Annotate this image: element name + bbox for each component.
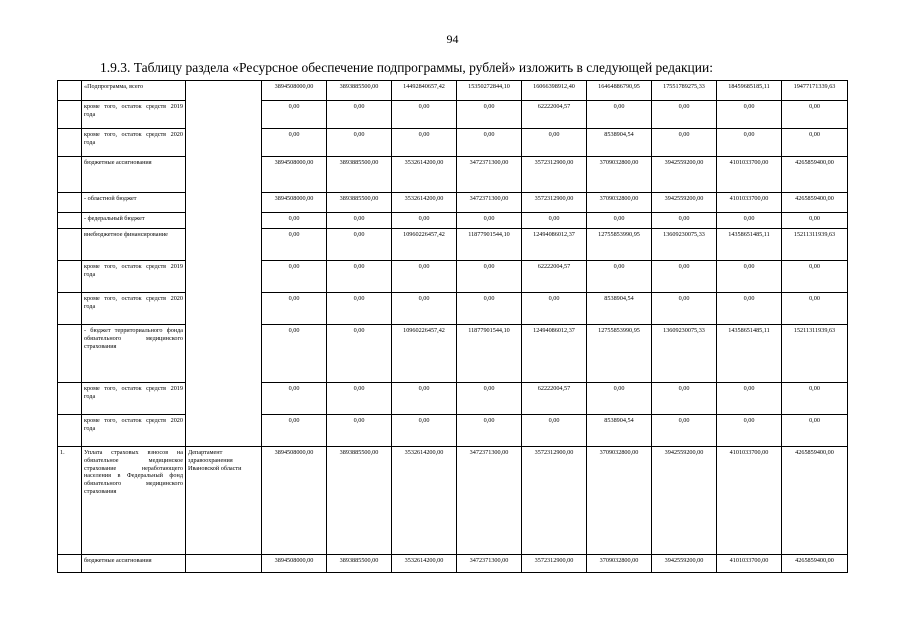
amount-cell: 0,00 [262, 213, 327, 229]
amount-cell: 0,00 [782, 101, 848, 129]
table-body [58, 81, 848, 573]
amount-cell: 14492840657,42 [392, 81, 457, 101]
amount-cell: 13609230075,33 [652, 229, 717, 261]
amount-cell: 19477171339,63 [782, 81, 848, 101]
row-index-cell [58, 157, 82, 193]
amount-cell: 3472371300,00 [457, 555, 522, 573]
amount-cell: 62222004,57 [522, 261, 587, 293]
amount-cell: 0,00 [587, 101, 652, 129]
amount-cell: 0,00 [457, 383, 522, 415]
amount-cell: 0,00 [392, 129, 457, 157]
amount-cell: 0,00 [392, 261, 457, 293]
amount-cell: 3532614200,00 [392, 447, 457, 555]
amount-cell: 16066398912,40 [522, 81, 587, 101]
row-index-cell [58, 383, 82, 415]
row-label-cell: кроме того, остаток средств 2019 года [82, 261, 186, 293]
amount-cell: 0,00 [392, 383, 457, 415]
amount-cell: 3572312900,00 [522, 555, 587, 573]
amount-cell: 0,00 [262, 383, 327, 415]
amount-cell: 0,00 [522, 415, 587, 447]
amount-cell: 0,00 [457, 415, 522, 447]
amount-cell: 4101033700,00 [717, 555, 782, 573]
amount-cell: 0,00 [587, 261, 652, 293]
amount-cell: 3572312900,00 [522, 157, 587, 193]
row-index-cell [58, 229, 82, 261]
row-label-cell: бюджетные ассигнования [82, 555, 186, 573]
row-label-cell: - областной бюджет [82, 193, 186, 213]
amount-cell: 0,00 [392, 415, 457, 447]
amount-cell: 0,00 [327, 325, 392, 383]
amount-cell: 0,00 [457, 213, 522, 229]
amount-cell: 0,00 [262, 325, 327, 383]
amount-cell: 0,00 [717, 129, 782, 157]
amount-cell: 0,00 [327, 261, 392, 293]
amount-cell: 0,00 [652, 261, 717, 293]
amount-cell: 0,00 [717, 383, 782, 415]
amount-cell: 4265859400,00 [782, 157, 848, 193]
row-label-cell: кроме того, остаток средств 2020 года [82, 415, 186, 447]
amount-cell: 0,00 [652, 293, 717, 325]
amount-cell: 3942559200,00 [652, 157, 717, 193]
amount-cell: 0,00 [457, 261, 522, 293]
table-row [58, 229, 848, 261]
row-index-cell [58, 415, 82, 447]
amount-cell: 0,00 [717, 415, 782, 447]
amount-cell: 0,00 [717, 293, 782, 325]
table-row [58, 383, 848, 415]
amount-cell: 13609230075,33 [652, 325, 717, 383]
row-index-cell [58, 555, 82, 573]
amount-cell: 15211311939,63 [782, 325, 848, 383]
row-label-cell: «Подпрограмма, всего [82, 81, 186, 101]
amount-cell: 3532614200,00 [392, 157, 457, 193]
amount-cell: 0,00 [522, 213, 587, 229]
amount-cell: 3572312900,00 [522, 447, 587, 555]
row-label-cell: кроме того, остаток средств 2019 года [82, 101, 186, 129]
row-label-cell: - федеральный бюджет [82, 213, 186, 229]
amount-cell: 0,00 [457, 129, 522, 157]
amount-cell: 11877901544,10 [457, 229, 522, 261]
table-row [58, 193, 848, 213]
amount-cell: 4101033700,00 [717, 193, 782, 213]
amount-cell: 15350272844,10 [457, 81, 522, 101]
row-label-cell: кроме того, остаток средств 2020 года [82, 293, 186, 325]
section-caption: 1.9.3. Таблицу раздела «Ресурсное обеспечение подпрограммы, рублей» изложить в следующей редакции: [100, 60, 713, 75]
amount-cell: 3893885500,00 [327, 447, 392, 555]
amount-cell: 0,00 [327, 229, 392, 261]
amount-cell: 3472371300,00 [457, 193, 522, 213]
amount-cell: 10960226457,42 [392, 325, 457, 383]
amount-cell: 10960226457,42 [392, 229, 457, 261]
amount-cell: 62222004,57 [522, 101, 587, 129]
amount-cell: 0,00 [782, 293, 848, 325]
amount-cell: 0,00 [262, 293, 327, 325]
amount-cell: 3894508000,00 [262, 157, 327, 193]
amount-cell: 3532614200,00 [392, 555, 457, 573]
table-row [58, 213, 848, 229]
amount-cell: 0,00 [782, 261, 848, 293]
amount-cell: 3942559200,00 [652, 555, 717, 573]
amount-cell: 3942559200,00 [652, 447, 717, 555]
table-row [58, 101, 848, 129]
amount-cell: 0,00 [262, 261, 327, 293]
amount-cell: 0,00 [782, 213, 848, 229]
amount-cell: 8538904,54 [587, 129, 652, 157]
amount-cell: 0,00 [327, 101, 392, 129]
table-row [58, 81, 848, 101]
amount-cell: 4265859400,00 [782, 193, 848, 213]
amount-cell: 16464886790,95 [587, 81, 652, 101]
amount-cell: 0,00 [392, 101, 457, 129]
amount-cell: 0,00 [262, 129, 327, 157]
row-label-cell: Уплата страховых взносов на обязательное медицинское страхование неработающего населения в Федеральный фонд обязательного медицинского страхования [82, 447, 186, 555]
row-index-cell [58, 261, 82, 293]
amount-cell: 0,00 [262, 101, 327, 129]
amount-cell: 3942559200,00 [652, 193, 717, 213]
amount-cell: 3894508000,00 [262, 555, 327, 573]
row-index-cell [58, 81, 82, 101]
amount-cell: 0,00 [262, 415, 327, 447]
amount-cell: 0,00 [717, 101, 782, 129]
amount-cell: 3894508000,00 [262, 81, 327, 101]
amount-cell: 3472371300,00 [457, 447, 522, 555]
amount-cell: 0,00 [327, 415, 392, 447]
amount-cell: 3893885500,00 [327, 193, 392, 213]
row-index-cell [58, 101, 82, 129]
amount-cell: 3709032800,00 [587, 555, 652, 573]
executor-cell [186, 555, 262, 573]
amount-cell: 11877901544,10 [457, 325, 522, 383]
row-index-cell [58, 325, 82, 383]
amount-cell: 0,00 [522, 129, 587, 157]
amount-cell: 18459685185,11 [717, 81, 782, 101]
amount-cell: 3893885500,00 [327, 555, 392, 573]
amount-cell: 3893885500,00 [327, 81, 392, 101]
amount-cell: 0,00 [327, 129, 392, 157]
amount-cell: 14358651485,11 [717, 229, 782, 261]
amount-cell: 0,00 [392, 293, 457, 325]
executor-cell: Департамент здравоохранения Ивановской области [186, 447, 262, 555]
amount-cell: 0,00 [327, 383, 392, 415]
row-index-cell [58, 213, 82, 229]
amount-cell: 3709032800,00 [587, 447, 652, 555]
row-label-cell: - бюджет территориального фонда обязательного медицинского страхования [82, 325, 186, 383]
amount-cell: 3472371300,00 [457, 157, 522, 193]
amount-cell: 4101033700,00 [717, 157, 782, 193]
table-row [58, 415, 848, 447]
table-row [58, 447, 848, 555]
amount-cell: 0,00 [652, 415, 717, 447]
amount-cell: 3893885500,00 [327, 157, 392, 193]
amount-cell: 0,00 [782, 383, 848, 415]
amount-cell: 0,00 [587, 213, 652, 229]
amount-cell: 3532614200,00 [392, 193, 457, 213]
table-row [58, 261, 848, 293]
row-label-cell: кроме того, остаток средств 2020 года [82, 129, 186, 157]
amount-cell: 0,00 [262, 229, 327, 261]
table-row [58, 555, 848, 573]
executor-cell [186, 81, 262, 447]
amount-cell: 0,00 [652, 213, 717, 229]
amount-cell: 3894508000,00 [262, 193, 327, 213]
row-index-cell: 1. [58, 447, 82, 555]
amount-cell: 0,00 [782, 129, 848, 157]
amount-cell: 0,00 [717, 213, 782, 229]
row-index-cell [58, 129, 82, 157]
amount-cell: 0,00 [652, 101, 717, 129]
row-label-cell: кроме того, остаток средств 2019 года [82, 383, 186, 415]
amount-cell: 12494086012,37 [522, 229, 587, 261]
table-row [58, 325, 848, 383]
amount-cell: 12755853990,95 [587, 229, 652, 261]
amount-cell: 12494086012,37 [522, 325, 587, 383]
amount-cell: 0,00 [522, 293, 587, 325]
amount-cell: 0,00 [457, 293, 522, 325]
amount-cell: 4265859400,00 [782, 447, 848, 555]
row-label-cell: бюджетные ассигнования [82, 157, 186, 193]
amount-cell: 0,00 [392, 213, 457, 229]
amount-cell: 0,00 [327, 213, 392, 229]
amount-cell: 0,00 [717, 261, 782, 293]
amount-cell: 62222004,57 [522, 383, 587, 415]
table-row [58, 129, 848, 157]
amount-cell: 15211311939,63 [782, 229, 848, 261]
table-row [58, 293, 848, 325]
amount-cell: 0,00 [327, 293, 392, 325]
amount-cell: 0,00 [652, 383, 717, 415]
amount-cell: 8538904,54 [587, 293, 652, 325]
amount-cell: 3709032800,00 [587, 193, 652, 213]
amount-cell: 3709032800,00 [587, 157, 652, 193]
table-row [58, 157, 848, 193]
amount-cell: 4265859400,00 [782, 555, 848, 573]
amount-cell: 3572312900,00 [522, 193, 587, 213]
amount-cell: 0,00 [652, 129, 717, 157]
row-label-cell: внебюджетное финансирование [82, 229, 186, 261]
amount-cell: 3894508000,00 [262, 447, 327, 555]
amount-cell: 0,00 [587, 383, 652, 415]
page-number: 94 [446, 32, 459, 46]
amount-cell: 0,00 [782, 415, 848, 447]
amount-cell: 8538904,54 [587, 415, 652, 447]
amount-cell: 14358651485,11 [717, 325, 782, 383]
row-index-cell [58, 293, 82, 325]
amount-cell: 17551789275,33 [652, 81, 717, 101]
resources-table [57, 80, 848, 573]
amount-cell: 4101033700,00 [717, 447, 782, 555]
amount-cell: 12755853990,95 [587, 325, 652, 383]
row-index-cell [58, 193, 82, 213]
amount-cell: 0,00 [457, 101, 522, 129]
